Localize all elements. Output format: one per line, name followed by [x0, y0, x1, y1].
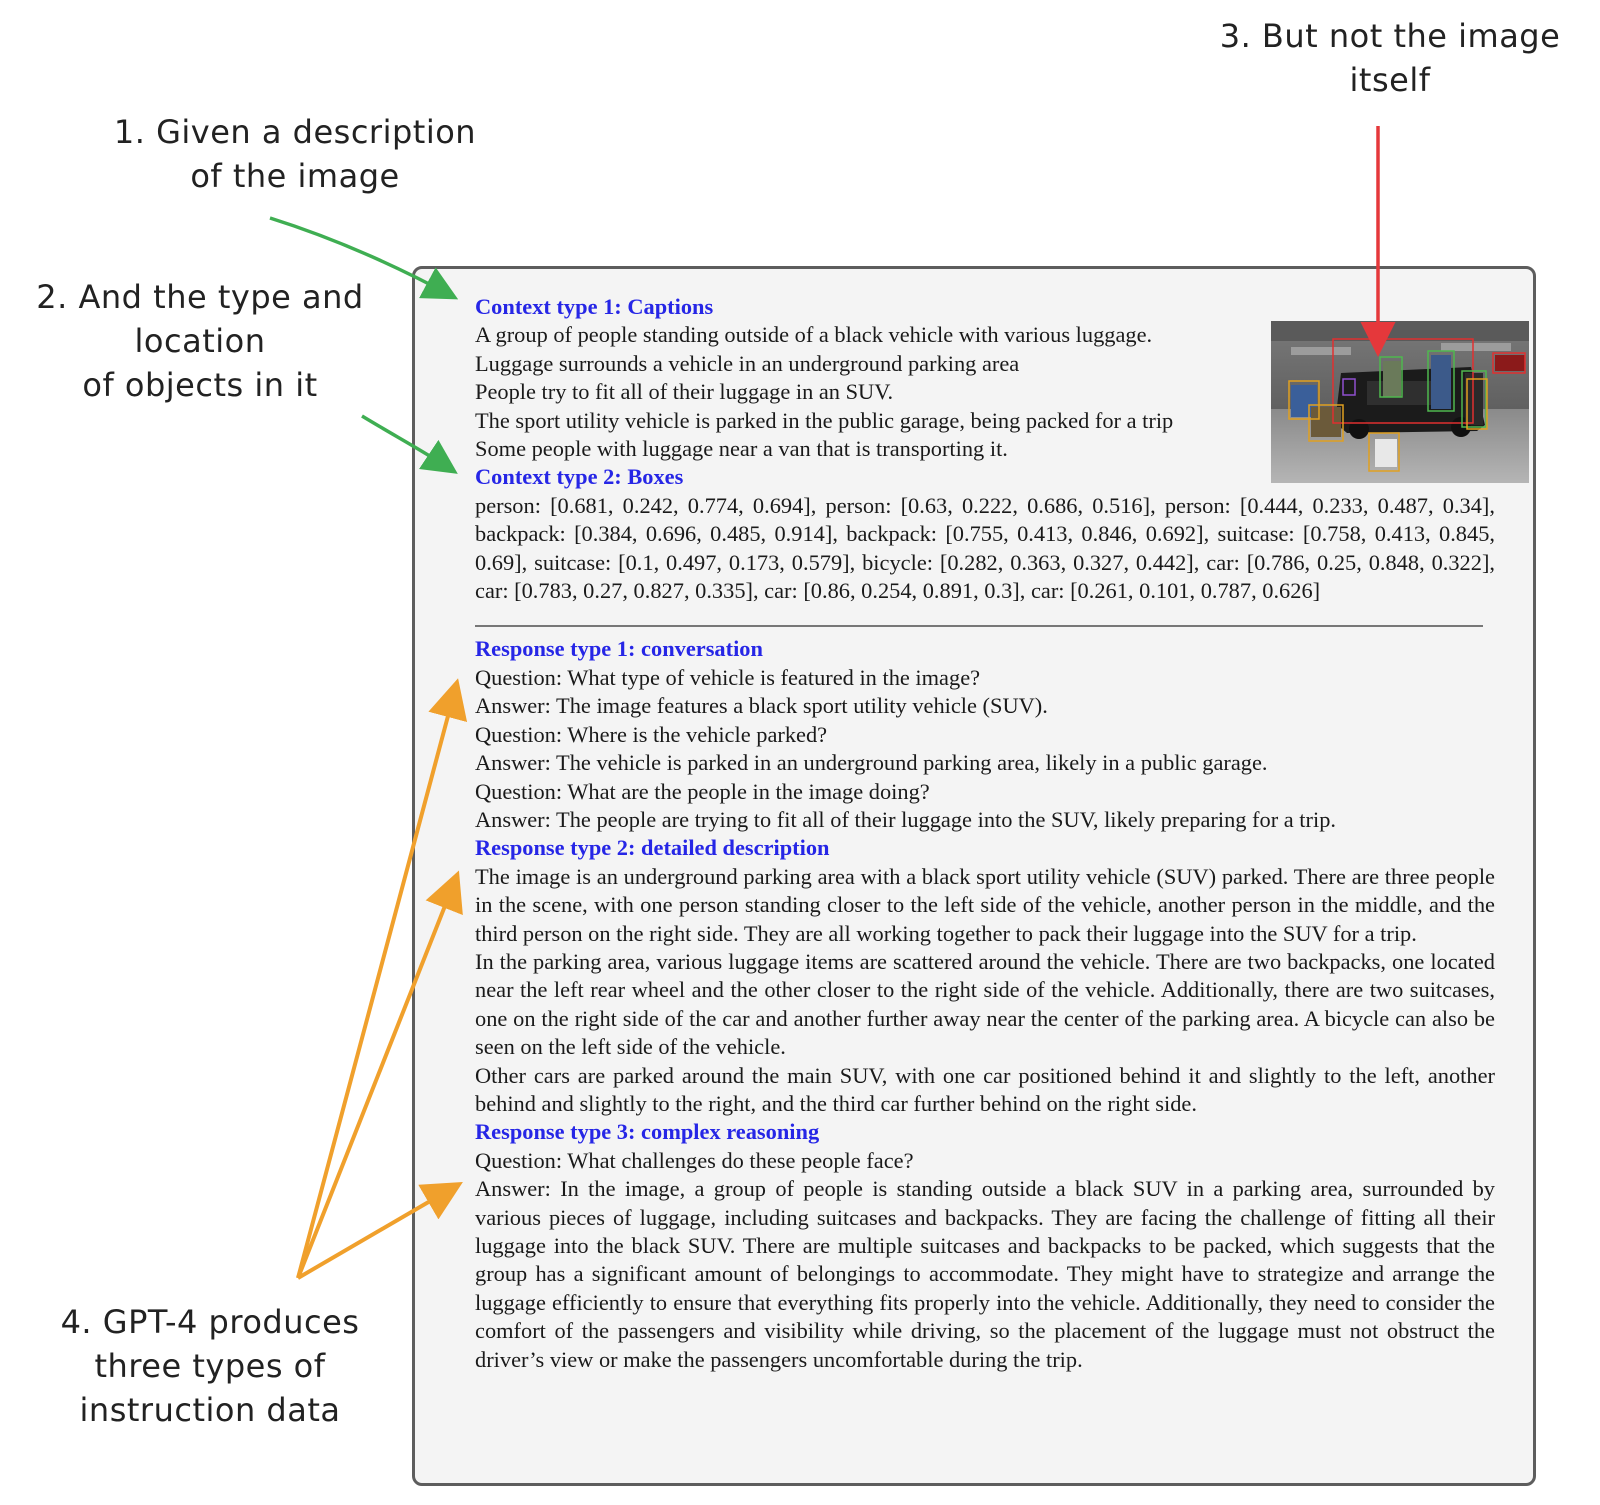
conversation-line: Answer: The people are trying to fit all of their luggage into the SUV, likely preparing for a trip. — [475, 806, 1336, 832]
annotation-gpt4-produces: 4. GPT-4 produces three types of instruction data — [60, 1303, 360, 1429]
caption-line: A group of people standing outside of a black vehicle with various luggage. — [475, 322, 1153, 348]
reasoning-question: Question: What challenges do these people face? — [475, 1147, 914, 1173]
conversation-line: Answer: The image features a black sport utility vehicle (SUV). — [475, 693, 1048, 719]
response-type-2-heading: Response type 2: detailed description — [475, 835, 830, 861]
caption-line: Some people with luggage near a van that is transporting it. — [475, 436, 1008, 462]
caption-line: People try to fit all of their luggage in an SUV. — [475, 379, 894, 405]
arrow-to-response-2 — [298, 878, 456, 1278]
arrow-to-context-2 — [362, 416, 452, 470]
conversation-line: Question: What type of vehicle is featured in the image? — [475, 664, 981, 690]
arrow-to-response-3 — [298, 1186, 456, 1278]
arrow-to-context-1 — [270, 218, 452, 296]
annotation-given-description: 1. Given a description of the image — [113, 113, 477, 195]
annotation-type-and-location: 2. And the type and location of objects in it — [36, 278, 364, 404]
context-type-2-heading: Context type 2: Boxes — [475, 464, 684, 490]
description-paragraph: Other cars are parked around the main SUV, with one car positioned behind it and slightly to the left, another behind and slightly to the right, and the third car further behind on the right side. — [475, 1062, 1495, 1116]
arrow-to-response-1 — [298, 686, 456, 1278]
reasoning-answer: Answer: In the image, a group of people is standing outside a black SUV in a parking area, surrounded by various pieces of luggage, including suitcases and backpacks. They are facing the challenge of fitting all their luggage into the black SUV. There are multiple suitcases and backpacks to be packed, which suggests that the group has a significant amount of belongings to accommodate. They might have to strategize and arrange the luggage efficiently to ensure that everything fits properly into the vehicle. Additionally, they need to consider the comfort of the passengers and visibility while driving, so the placement of the luggage must not obstruct the driver’s view or make the passengers uncomfortable during the trip. — [475, 1176, 1495, 1372]
boxes-text: person: [0.681, 0.242, 0.774, 0.694], person: [0.63, 0.222, 0.686, 0.516], person: [0.444, 0.233, 0.487, 0.34], backpack: [0.384, 0.696, 0.485, 0.914], backpack: [0.755, 0.413, 0.846, 0.692], suitcase: [0.758, 0.413, 0.845, 0.69], suitcase: [0.1, 0.497, 0.173, 0.579], bicycle: [0.282, 0.363, 0.327, 0.442], car: [0.786, 0.25, 0.848, 0.322], car: [0.783, 0.27, 0.827, 0.335], car: [0.86, 0.254, 0.891, 0.3], car: [0.261, 0.101, 0.787, 0.626] — [475, 492, 1495, 604]
context-type-1-heading: Context type 1: Captions — [475, 294, 714, 319]
caption-line: The sport utility vehicle is parked in the public garage, being packed for a trip — [475, 407, 1174, 433]
conversation-line: Question: Where is the vehicle parked? — [475, 721, 828, 747]
response-type-3-heading: Response type 3: complex reasoning — [475, 1119, 820, 1145]
caption-line: Luggage surrounds a vehicle in an underground parking area — [475, 350, 1020, 376]
description-paragraph: In the parking area, various luggage items are scattered around the vehicle. There are two backpacks, one located near the left rear wheel and the other closer to the right side of the vehicle. Additionally, there are two suitcases, one on the right side of the car and another further away near the center of the parking area. A bicycle can also be seen on the left side of the vehicle. — [475, 948, 1495, 1060]
response-type-1-heading: Response type 1: conversation — [475, 636, 763, 662]
conversation-line: Question: What are the people in the image doing? — [475, 778, 930, 804]
conversation-line: Answer: The vehicle is parked in an underground parking area, likely in a public garage. — [475, 750, 1268, 776]
description-paragraph: The image is an underground parking area with a black sport utility vehicle (SUV) parked. There are three people in the scene, with one person standing closer to the left side of the vehicle, another person in the middle, and the third person on the right side. They are all working together to pack their luggage into the SUV for a trip. — [475, 863, 1495, 946]
annotation-not-the-image: 3. But not the image itself — [1219, 17, 1561, 99]
